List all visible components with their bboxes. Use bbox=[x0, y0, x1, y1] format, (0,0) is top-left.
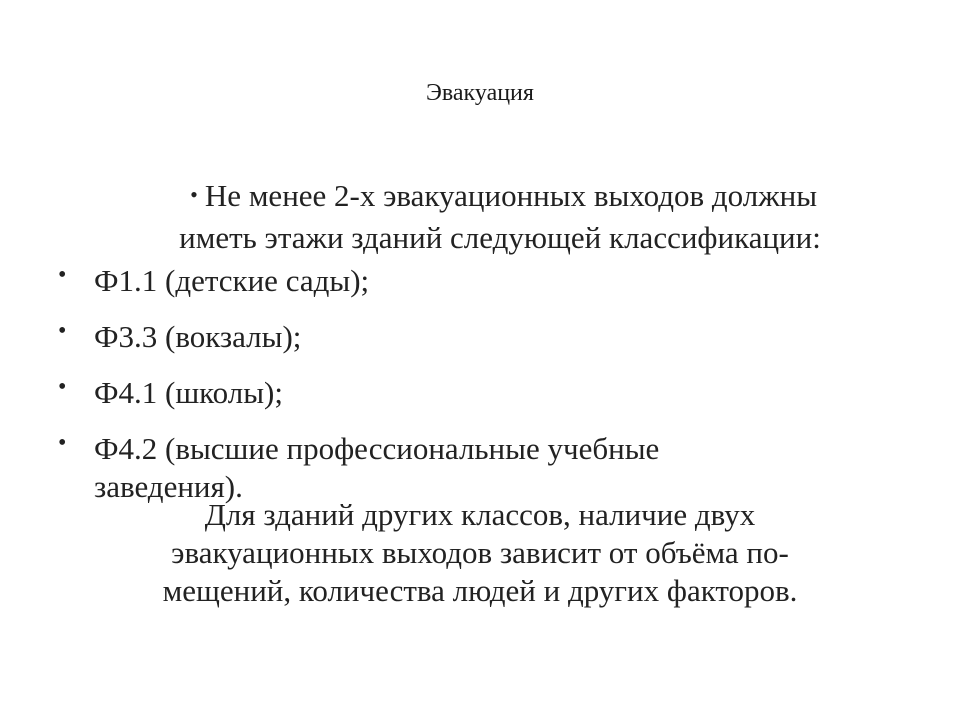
list-item-text: Ф1.1 (детские сады); bbox=[94, 263, 370, 298]
note-line-2: эвакуационных выходов зависит от объёма по- bbox=[171, 535, 789, 570]
intro-line-1 bbox=[90, 174, 910, 217]
note-line-3: мещений, количества людей и других факторов. bbox=[162, 573, 798, 608]
list-item bbox=[56, 262, 886, 300]
list-item bbox=[56, 374, 886, 412]
intro-line-2: иметь этажи зданий следующей классификации: bbox=[179, 220, 821, 255]
note-line-1: Для зданий других классов, наличие двух bbox=[204, 497, 756, 532]
bullet-icon: • bbox=[58, 374, 67, 400]
intro-line-1-text: Не менее 2-х эвакуационных выходов должны bbox=[204, 178, 818, 213]
note-paragraph bbox=[90, 496, 870, 610]
list-item-text: Ф3.3 (вокзалы); bbox=[94, 319, 302, 354]
classification-list bbox=[56, 262, 886, 524]
bullet-icon: • bbox=[58, 430, 67, 456]
list-item-text: Ф4.1 (школы); bbox=[94, 375, 283, 410]
list-item-text: Ф4.2 (высшие профессиональные учебные bbox=[94, 431, 660, 466]
list-item bbox=[56, 430, 886, 506]
list-item-text-continued: заведения). bbox=[94, 469, 243, 504]
list-item bbox=[56, 318, 886, 356]
slide-title: Эвакуация bbox=[426, 80, 534, 106]
bullet-icon: • bbox=[58, 318, 67, 344]
bullet-icon: • bbox=[58, 262, 67, 288]
intro-paragraph bbox=[90, 174, 910, 259]
bullet-icon: • bbox=[190, 182, 198, 207]
